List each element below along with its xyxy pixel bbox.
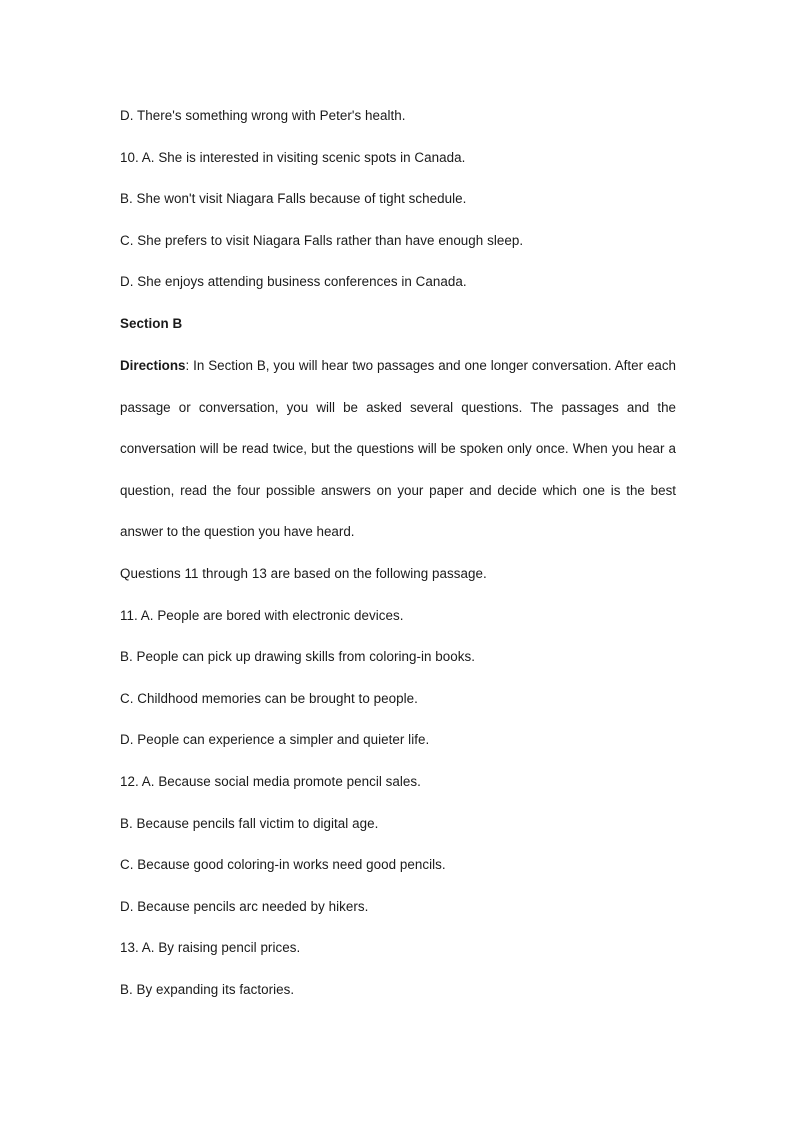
directions-text: : In Section B, you will hear two passages and one longer conversation. After each passage or conversation, you will be asked several questions. The passages and the conversation will be read twice, but the questions will be spoken only once. When you hear a question, read the four possible answers on your paper and decide which one is the best answer to the question you have heard.: [120, 358, 676, 540]
passage-intro: Questions 11 through 13 are based on the following passage.: [120, 566, 487, 581]
option-13a: 13. A. By raising pencil prices.: [120, 940, 301, 955]
option-10a: 10. A. She is interested in visiting scenic spots in Canada.: [120, 150, 466, 165]
option-10b: B. She won't visit Niagara Falls because of tight schedule.: [120, 191, 467, 206]
option-10c: C. She prefers to visit Niagara Falls rather than have enough sleep.: [120, 233, 524, 248]
option-11a: 11. A. People are bored with electronic devices.: [120, 608, 404, 623]
option-10d: D. She enjoys attending business conferences in Canada.: [120, 274, 467, 289]
option-9d: D. There's something wrong with Peter's health.: [120, 108, 406, 123]
section-heading: Section B: [120, 316, 183, 331]
option-11b: B. People can pick up drawing skills from coloring-in books.: [120, 649, 476, 664]
option-12b: B. Because pencils fall victim to digital age.: [120, 816, 379, 831]
option-12d: D. Because pencils arc needed by hikers.: [120, 899, 369, 914]
option-11c: C. Childhood memories can be brought to people.: [120, 691, 418, 706]
option-11d: D. People can experience a simpler and quieter life.: [120, 732, 430, 747]
option-13b: B. By expanding its factories.: [120, 982, 295, 997]
directions-paragraph: [120, 345, 676, 553]
option-12a: 12. A. Because social media promote pencil sales.: [120, 774, 421, 789]
option-12c: C. Because good coloring-in works need good pencils.: [120, 857, 446, 872]
directions-label: Directions: [120, 358, 186, 373]
